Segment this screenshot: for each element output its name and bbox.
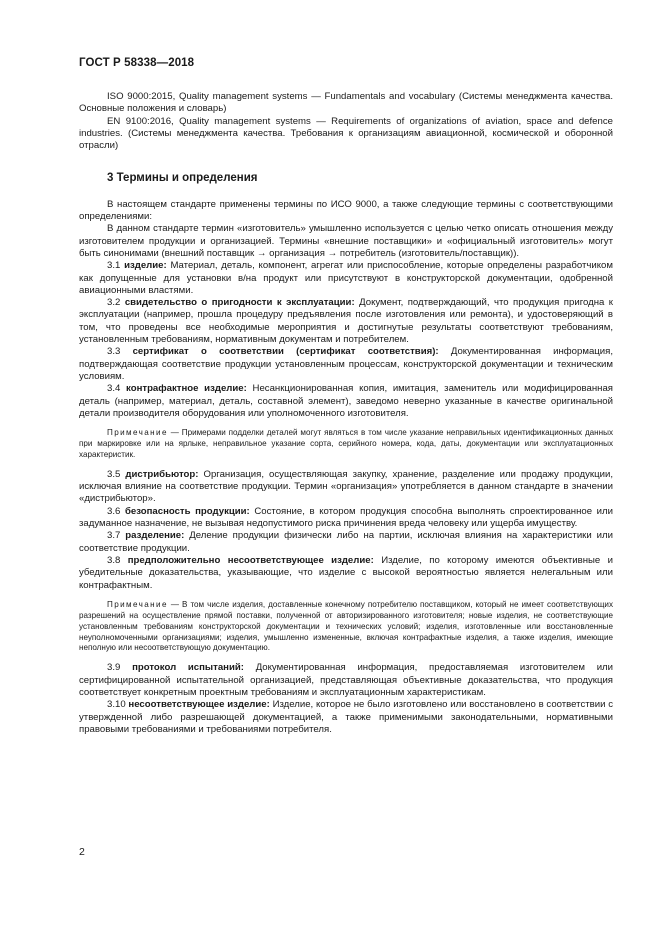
term-3-5: [79, 469, 613, 506]
term-number: 3.9: [107, 662, 121, 674]
term-name: разделение:: [125, 530, 185, 542]
note-label: Примечание: [107, 428, 168, 438]
document-body: [79, 91, 613, 736]
term-definition: Изделие, которое не было изготовлено или восстановлено в соответствии с утвержденной либо разрешающей документацией, а также применимыми законодательными, нормативными правовыми требованиями и требованиями потребителя.: [79, 699, 614, 735]
term-number: 3.2: [107, 297, 121, 309]
term-definition: Документированная информация, подтверждающая соответствие продукции установленным процессам, конструкторской документации и техническим условиям.: [79, 346, 613, 382]
term-definition: Документированная информация, предоставляемая изготовителем или сертифицированной испытательной организацией, представляющая объективные доказательства, что продукция соответствует конкретным проектным требованиям и эксплуатационным характеристикам.: [79, 662, 614, 698]
section-intro-manufacturer: В данном стандарте термин «изготовитель» умышленно используется с целью четко описать отношения между изготовителем продукции и организацией. Термины «внешние поставщики» и «официальный изготовитель» могут быть синонимами (внешний поставщик → организация → потребитель (изготовитель/поставщик)).: [79, 223, 613, 259]
term-number: 3.1: [107, 260, 121, 272]
term-definition: Состояние, в котором продукция способна выполнять спроектированное или задуманное назначение, не вызывая недопустимого риска причинения вреда человеку или ущерба имуществу.: [79, 505, 613, 530]
term-name: предположительно несоответствующее изделие:: [127, 554, 374, 566]
term-name: протокол испытаний:: [132, 662, 244, 674]
note-text: — Примерами подделки деталей могут являться в том числе указание неправильных идентификационных данных при маркировке или на ярлыке, неправильное указание сорта, серийного номера, кода, даты, документации или эксплуатационных характеристик.: [79, 428, 613, 459]
term-name: дистрибьютор:: [125, 468, 199, 480]
term-number: 3.3: [107, 346, 121, 358]
term-3-8: [79, 555, 613, 592]
term-definition: Несанкционированная копия, имитация, заменитель или модифицированная деталь (например, материал, деталь, составной элемент), заведомо неверно указанные в качестве оригинальной детали производителя оборудования или уполномоченного изготовителя.: [79, 383, 613, 419]
note-text: — В том числе изделия, доставленные конечному потребителю поставщиком, который не имеет соответствующих разрешений на осуществление прямой поставки, полученной от авторизированного изготовителя; новые изделия, не соответствующие установленным требованиям конструкторской документации и технических условий; изделия, изготовленные или восстановленные неуполномоченными организациями; изделия, умышленно измененные, включая контрафактные изделия, а также изделия, имеющие неполную или несоответствующую документацию.: [79, 599, 613, 653]
term-name: безопасность продукции:: [124, 505, 250, 517]
term-name: свидетельство о пригодности к эксплуатации:: [124, 297, 355, 309]
document-header: ГОСТ Р 58338—2018: [79, 57, 195, 69]
section-heading: 3 Термины и определения: [107, 172, 258, 185]
note-label: Примечание: [107, 599, 168, 609]
term-number: 3.6: [107, 505, 121, 517]
term-name: несоответствующее изделие:: [128, 699, 270, 711]
term-3-2: [79, 297, 613, 346]
page-number: 2: [79, 846, 85, 858]
term-3-9: [79, 662, 613, 699]
term-3-3: [79, 346, 613, 383]
reference-en-9100: EN 9100:2016, Quality management systems — Requirements of organizations of aviation, space and defence industries. (Системы менеджмента качества. Требования к организациям авиационной, космической и оборонной отрасли): [79, 115, 613, 152]
section-intro: В настоящем стандарте применены термины по ИСО 9000, а также следующие термины с соответствующими определениями:: [79, 198, 613, 223]
term-3-1: [79, 260, 613, 297]
term-definition: Материал, деталь, компонент, агрегат или приспособление, которые определены разработчиком как допущенные для установки в/на продукт или присутствуют в конструкторской документации, одобренной авиационными властями.: [79, 260, 613, 296]
term-name: контрафактное изделие:: [126, 383, 247, 395]
reference-iso-9000: ISO 9000:2015, Quality management systems — Fundamentals and vocabulary (Системы менеджмента качества. Основные положения и словарь): [79, 91, 613, 115]
term-definition: Организация, осуществляющая закупку, хранение, разделение или продажу продукции, исключая влияние на соответствие продукции. Термин «организация» употребляется в данном стандарте в значении «дистрибьютор».: [79, 468, 614, 505]
term-number: 3.7: [107, 530, 121, 542]
term-number: 3.8: [107, 554, 121, 566]
term-3-7: [79, 530, 613, 555]
term-number: 3.5: [107, 468, 121, 480]
note-3-8: [79, 600, 613, 655]
term-definition: Изделие, по которому имеются объективные и убедительные доказательства, указывающие, что изделие с высокой вероятностью является нелегальным или контрафактным.: [79, 554, 614, 591]
term-name: изделие:: [124, 260, 167, 272]
note-3-4: [79, 428, 613, 461]
term-3-6: [79, 506, 613, 531]
term-name: сертификат о соответствии (сертификат соответствия):: [132, 346, 439, 358]
term-number: 3.10: [107, 699, 126, 711]
term-3-4: [79, 383, 613, 420]
term-definition: Деление продукции физически либо на партии, исключая влияния на характеристики или соответствие продукции.: [79, 530, 614, 554]
term-3-10: [79, 699, 613, 736]
term-definition: Документ, подтверждающий, что продукция пригодна к эксплуатации (например, прошла процедуру предъявления после изготовления или ремонта), и удостоверяющий в том, что проведены все необходимые мероприятия и достигнутые результаты соответствуют требованиям, установленным требованиям, нормативным документам и потребителем.: [79, 297, 613, 346]
term-number: 3.4: [107, 383, 121, 395]
